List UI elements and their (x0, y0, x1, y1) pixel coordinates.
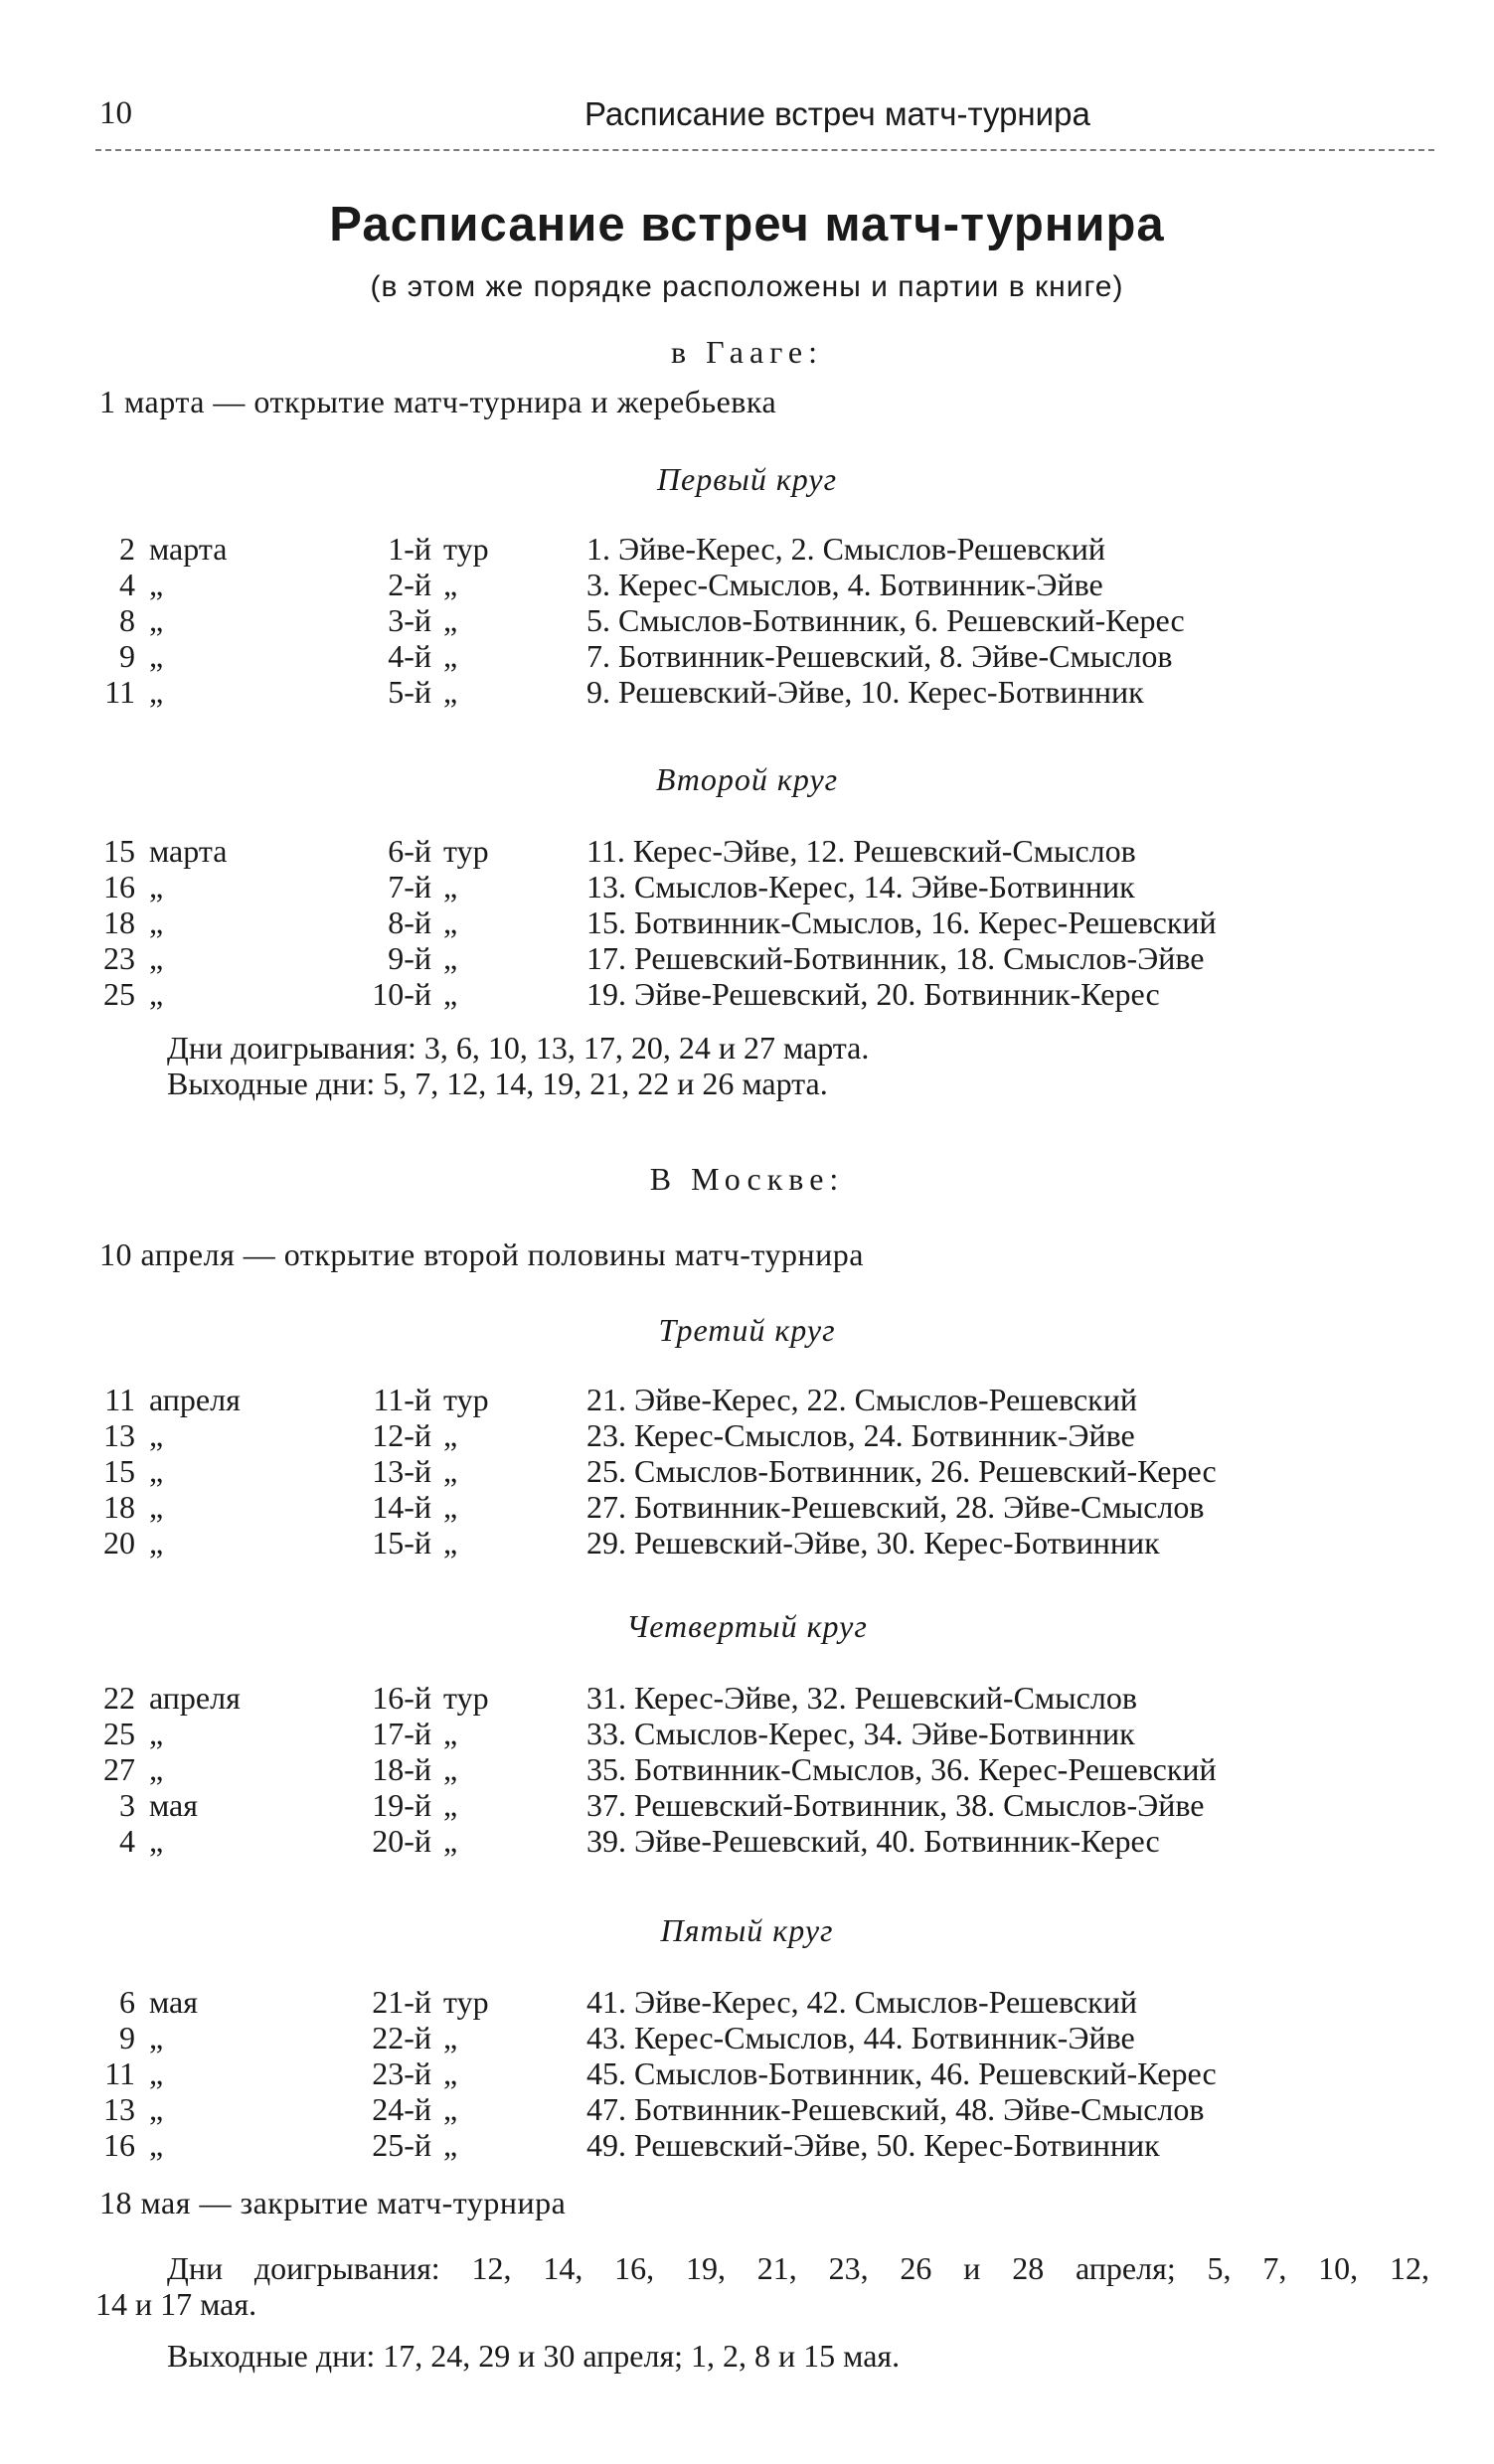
schedule-row (0, 674, 1494, 710)
row-month: „ (149, 602, 164, 638)
row-day: 9 (119, 638, 135, 674)
row-day: 18 (103, 1489, 135, 1525)
location-hague: в Гааге: (670, 334, 823, 370)
adjournment-days-april-may: Дни доигрывания: 12, 14, 16, 19, 21, 23, 26 и 28 апреля; 5, 7, 10, 12, (167, 2250, 1429, 2286)
row-tur: тур (443, 531, 489, 567)
second-half-opening: 10 апреля — открытие второй половины матч-турнира (99, 1236, 864, 1272)
schedule-row (0, 2055, 1494, 2091)
row-games: 47. Ботвинник-Решевский, 48. Эйве-Смыслов (586, 2091, 1205, 2127)
row-tur: „ (443, 940, 458, 976)
row-round: 2-й (388, 567, 431, 602)
row-round: 21-й (372, 1984, 431, 2020)
row-month: марта (149, 833, 228, 869)
row-day: 6 (119, 1984, 135, 2020)
row-games: 27. Ботвинник-Решевский, 28. Эйве-Смыслов (586, 1489, 1205, 1525)
row-round: 1-й (388, 531, 431, 567)
row-tur: тур (443, 1680, 489, 1716)
row-tur: тур (443, 833, 489, 869)
round-heading-2: Второй круг (655, 761, 839, 797)
row-day: 11 (104, 674, 135, 710)
schedule-row (0, 638, 1494, 674)
row-games: 11. Керес-Эйве, 12. Решевский-Смыслов (586, 833, 1136, 869)
schedule-row (0, 976, 1494, 1012)
row-day: 23 (103, 940, 135, 976)
row-round: 15-й (372, 1525, 431, 1561)
header-rule (95, 149, 1434, 151)
row-round: 17-й (372, 1716, 431, 1751)
schedule-row (0, 567, 1494, 602)
row-day: 16 (103, 2127, 135, 2163)
row-tur: тур (443, 1984, 489, 2020)
row-day: 4 (119, 567, 135, 602)
row-tur: „ (443, 638, 458, 674)
schedule-row (0, 1751, 1494, 1787)
row-games: 37. Решевский-Ботвинник, 38. Смыслов-Эйве (586, 1787, 1205, 1823)
row-round: 3-й (388, 602, 431, 638)
row-round: 12-й (372, 1417, 431, 1453)
page-number: 10 (99, 95, 132, 131)
row-round: 16-й (372, 1680, 431, 1716)
row-tur: „ (443, 1525, 458, 1561)
row-round: 13-й (372, 1453, 431, 1489)
opening-event: 1 марта — открытие матч-турнира и жеребьевка (99, 384, 777, 419)
row-month: „ (149, 1716, 164, 1751)
row-month: „ (149, 1751, 164, 1787)
page-title: Расписание встреч матч-турнира (329, 198, 1165, 251)
row-games: 21. Эйве-Керес, 22. Смыслов-Решевский (586, 1382, 1137, 1417)
adjournment-days-continued: 14 и 17 мая. (95, 2286, 257, 2322)
schedule-row (0, 2091, 1494, 2127)
row-tur: „ (443, 674, 458, 710)
schedule-row (0, 1453, 1494, 1489)
schedule-row (0, 1417, 1494, 1453)
row-month: „ (149, 1417, 164, 1453)
row-day: 11 (104, 2055, 135, 2091)
row-round: 22-й (372, 2020, 431, 2055)
row-games: 33. Смыслов-Керес, 34. Эйве-Ботвинник (586, 1716, 1135, 1751)
row-round: 20-й (372, 1823, 431, 1859)
row-day: 4 (119, 1823, 135, 1859)
row-month: „ (149, 1823, 164, 1859)
row-tur: „ (443, 1417, 458, 1453)
row-games: 45. Смыслов-Ботвинник, 46. Решевский-Керес (586, 2055, 1217, 2091)
row-day: 25 (103, 976, 135, 1012)
row-month: „ (149, 1489, 164, 1525)
row-tur: тур (443, 1382, 489, 1417)
row-month: „ (149, 2055, 164, 2091)
row-games: 17. Решевский-Ботвинник, 18. Смыслов-Эйве (586, 940, 1205, 976)
row-day: 22 (103, 1680, 135, 1716)
row-games: 29. Решевский-Эйве, 30. Керес-Ботвинник (586, 1525, 1160, 1561)
row-round: 10-й (372, 976, 431, 1012)
running-title: Расписание встреч матч-турнира (584, 95, 1090, 132)
schedule-row (0, 1680, 1494, 1716)
row-month: „ (149, 674, 164, 710)
row-month: „ (149, 2127, 164, 2163)
row-day: 25 (103, 1716, 135, 1751)
row-tur: „ (443, 2020, 458, 2055)
row-month: „ (149, 638, 164, 674)
row-day: 18 (103, 904, 135, 940)
row-tur: „ (443, 1453, 458, 1489)
row-month: мая (149, 1787, 198, 1823)
row-day: 3 (119, 1787, 135, 1823)
row-games: 35. Ботвинник-Смыслов, 36. Керес-Решевский (586, 1751, 1217, 1787)
adjournment-days-march: Дни доигрывания: 3, 6, 10, 13, 17, 20, 24 и 27 марта. (167, 1030, 870, 1066)
round-heading-3: Третий круг (658, 1312, 836, 1348)
row-games: 7. Ботвинник-Решевский, 8. Эйве-Смыслов (586, 638, 1173, 674)
row-games: 9. Решевский-Эйве, 10. Керес-Ботвинник (586, 674, 1144, 710)
row-month: апреля (149, 1680, 241, 1716)
row-round: 24-й (372, 2091, 431, 2127)
row-tur: „ (443, 2127, 458, 2163)
row-games: 39. Эйве-Решевский, 40. Ботвинник-Керес (586, 1823, 1160, 1859)
row-tur: „ (443, 2055, 458, 2091)
row-month: „ (149, 904, 164, 940)
schedule-row (0, 1984, 1494, 2020)
row-round: 6-й (388, 833, 431, 869)
schedule-row (0, 904, 1494, 940)
row-month: „ (149, 1453, 164, 1489)
row-day: 16 (103, 869, 135, 904)
row-games: 19. Эйве-Решевский, 20. Ботвинник-Керес (586, 976, 1160, 1012)
row-tur: „ (443, 567, 458, 602)
location-moscow: В Москве: (649, 1161, 845, 1197)
row-round: 19-й (372, 1787, 431, 1823)
row-tur: „ (443, 976, 458, 1012)
schedule-row (0, 1787, 1494, 1823)
row-day: 13 (103, 2091, 135, 2127)
row-tur: „ (443, 904, 458, 940)
row-games: 3. Керес-Смыслов, 4. Ботвинник-Эйве (586, 567, 1103, 602)
row-tur: „ (443, 602, 458, 638)
row-tur: „ (443, 1489, 458, 1525)
row-games: 41. Эйве-Керес, 42. Смыслов-Решевский (586, 1984, 1137, 2020)
round-heading-5: Пятый круг (660, 1912, 834, 1948)
row-day: 20 (103, 1525, 135, 1561)
round-heading-1: Первый круг (656, 461, 838, 497)
row-round: 18-й (372, 1751, 431, 1787)
schedule-row (0, 940, 1494, 976)
row-round: 25-й (372, 2127, 431, 2163)
row-day: 13 (103, 1417, 135, 1453)
row-tur: „ (443, 1716, 458, 1751)
row-month: апреля (149, 1382, 241, 1417)
row-month: „ (149, 2091, 164, 2127)
row-tur: „ (443, 1823, 458, 1859)
row-month: „ (149, 567, 164, 602)
running-header (95, 87, 1434, 137)
row-day: 27 (103, 1751, 135, 1787)
row-tur: „ (443, 869, 458, 904)
rest-days-april-may: Выходные дни: 17, 24, 29 и 30 апреля; 1, 2, 8 и 15 мая. (167, 2338, 901, 2374)
schedule-row (0, 531, 1494, 567)
row-round: 8-й (388, 904, 431, 940)
row-games: 15. Ботвинник-Смыслов, 16. Керес-Решевский (586, 904, 1217, 940)
schedule-row (0, 1525, 1494, 1561)
row-games: 43. Керес-Смыслов, 44. Ботвинник-Эйве (586, 2020, 1135, 2055)
row-day: 9 (119, 2020, 135, 2055)
row-tur: „ (443, 2091, 458, 2127)
row-round: 5-й (388, 674, 431, 710)
closing-event: 18 мая — закрытие матч-турнира (99, 2185, 567, 2220)
row-games: 31. Керес-Эйве, 32. Решевский-Смыслов (586, 1680, 1137, 1716)
schedule-row (0, 1382, 1494, 1417)
row-tur: „ (443, 1787, 458, 1823)
row-month: „ (149, 940, 164, 976)
row-round: 7-й (388, 869, 431, 904)
row-round: 23-й (372, 2055, 431, 2091)
schedule-row (0, 1489, 1494, 1525)
row-month: „ (149, 1525, 164, 1561)
schedule-row (0, 2127, 1494, 2163)
row-month: мая (149, 1984, 198, 2020)
row-month: „ (149, 976, 164, 1012)
row-games: 25. Смыслов-Ботвинник, 26. Решевский-Керес (586, 1453, 1217, 1489)
row-round: 11-й (373, 1382, 431, 1417)
row-round: 9-й (388, 940, 431, 976)
row-day: 15 (103, 1453, 135, 1489)
schedule-row (0, 833, 1494, 869)
row-games: 49. Решевский-Эйве, 50. Керес-Ботвинник (586, 2127, 1160, 2163)
schedule-row (0, 2020, 1494, 2055)
schedule-row (0, 602, 1494, 638)
row-day: 11 (104, 1382, 135, 1417)
row-games: 1. Эйве-Керес, 2. Смыслов-Решевский (586, 531, 1105, 567)
row-round: 14-й (372, 1489, 431, 1525)
row-day: 2 (119, 531, 135, 567)
row-games: 23. Керес-Смыслов, 24. Ботвинник-Эйве (586, 1417, 1135, 1453)
schedule-row (0, 869, 1494, 904)
schedule-row (0, 1716, 1494, 1751)
row-day: 15 (103, 833, 135, 869)
row-month: марта (149, 531, 228, 567)
row-month: „ (149, 2020, 164, 2055)
page-subtitle: (в этом же порядке расположены и партии в книге) (370, 270, 1124, 303)
row-games: 5. Смыслов-Ботвинник, 6. Решевский-Керес (586, 602, 1185, 638)
row-games: 13. Смыслов-Керес, 14. Эйве-Ботвинник (586, 869, 1135, 904)
round-heading-4: Четвертый круг (626, 1608, 868, 1644)
row-tur: „ (443, 1751, 458, 1787)
row-round: 4-й (388, 638, 431, 674)
row-day: 8 (119, 602, 135, 638)
rest-days-march: Выходные дни: 5, 7, 12, 14, 19, 21, 22 и 26 марта. (167, 1066, 828, 1101)
row-month: „ (149, 869, 164, 904)
schedule-row (0, 1823, 1494, 1859)
